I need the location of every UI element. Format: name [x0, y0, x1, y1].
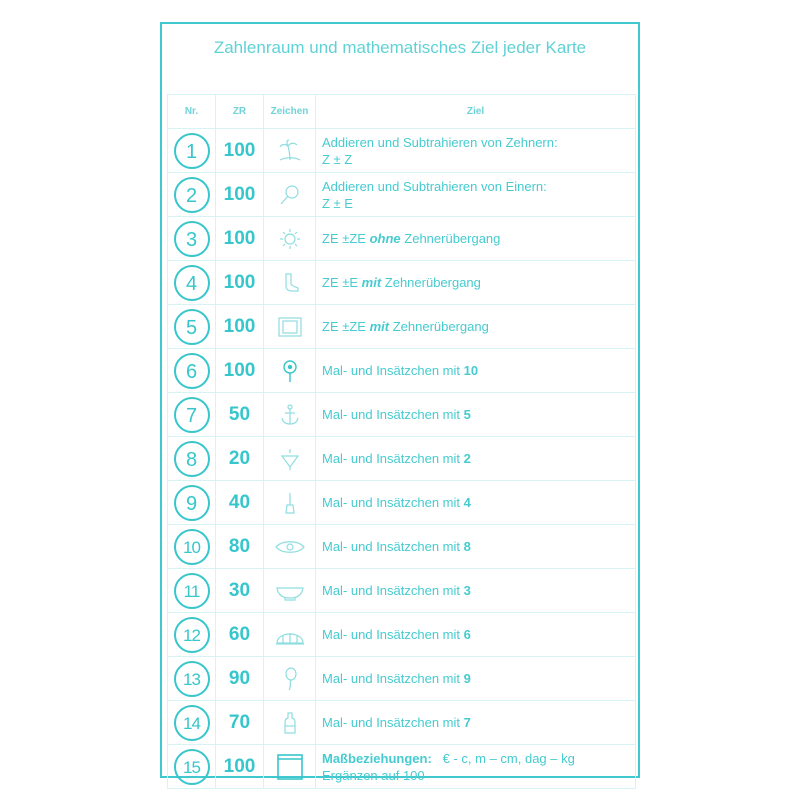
table-row — [168, 437, 636, 481]
goal-text: Mal- und Insätzchen mit — [322, 671, 464, 686]
goal-formula: Z ± E — [322, 195, 353, 211]
row-zr: 100 — [216, 129, 264, 173]
goal-formula: Z ± Z — [322, 151, 353, 167]
goal-multiplier: 3 — [463, 583, 471, 598]
goal-text: Mal- und Insätzchen mit — [322, 495, 464, 510]
goal-text: Mal- und Insätzchen mit — [322, 407, 464, 422]
row-number: 13 — [174, 661, 210, 697]
goal-table — [167, 94, 636, 789]
goal-text: Addieren und Subtrahieren von Zehnern: — [322, 134, 558, 150]
row-zr: 100 — [216, 349, 264, 393]
bowl-icon — [273, 578, 307, 604]
row-zr: 100 — [216, 745, 264, 789]
table-row — [168, 393, 636, 437]
row-number: 5 — [174, 309, 210, 345]
goal-multiplier: 8 — [463, 539, 471, 554]
sun-icon — [277, 226, 303, 252]
goal-text-rest: Zehnerübergang — [389, 319, 489, 334]
row-zr: 100 — [216, 217, 264, 261]
row-zr: 100 — [216, 261, 264, 305]
lollipop-icon — [277, 358, 303, 384]
spinning-top-icon — [277, 446, 303, 472]
table-row — [168, 129, 636, 173]
goal-multiplier: 7 — [463, 715, 471, 730]
anchor-icon — [277, 402, 303, 428]
goal-text-second: Ergänzen auf 100 — [322, 767, 425, 783]
row-zr: 30 — [216, 569, 264, 613]
table-row — [168, 261, 636, 305]
goal-text: Mal- und Insätzchen mit — [322, 627, 464, 642]
header-zeichen: Zeichen — [264, 95, 316, 129]
palm-island-icon — [277, 138, 303, 164]
table-row — [168, 305, 636, 349]
goal-text: Mal- und Insätzchen mit — [322, 363, 464, 378]
row-number: 3 — [174, 221, 210, 257]
row-zr: 60 — [216, 613, 264, 657]
goal-multiplier: 10 — [463, 363, 479, 378]
row-number: 11 — [174, 573, 210, 609]
balloon-icon — [277, 666, 303, 692]
header-row — [168, 95, 636, 129]
table-row — [168, 217, 636, 261]
row-number: 10 — [174, 529, 210, 565]
brush-icon — [277, 490, 303, 516]
row-number: 7 — [174, 397, 210, 433]
goal-multiplier: 4 — [463, 495, 471, 510]
table-row — [168, 525, 636, 569]
table-row — [168, 613, 636, 657]
goal-text: € - c, m – cm, dag – kg — [431, 750, 575, 766]
card-title: Zahlenraum und mathematisches Ziel jeder Karte — [213, 38, 587, 57]
table-row — [168, 745, 636, 789]
row-zr: 100 — [216, 305, 264, 349]
goal-text: ZE ±E — [322, 275, 362, 290]
header-zr: ZR — [216, 95, 264, 129]
goal-text: Addieren und Subtrahieren von Einern: — [322, 178, 547, 194]
row-number: 1 — [174, 133, 210, 169]
header-nr: Nr. — [168, 95, 216, 129]
goal-multiplier: 2 — [463, 451, 471, 466]
table-row — [168, 481, 636, 525]
boot-icon — [277, 270, 303, 296]
eye-icon — [273, 534, 307, 560]
row-zr: 70 — [216, 701, 264, 745]
square-icon — [275, 752, 305, 782]
row-number: 8 — [174, 441, 210, 477]
goal-text: ZE ±ZE — [322, 319, 370, 334]
goal-text: Mal- und Insätzchen mit — [322, 715, 464, 730]
row-number: 2 — [174, 177, 210, 213]
table-row — [168, 349, 636, 393]
row-zr: 80 — [216, 525, 264, 569]
goal-text: Mal- und Insätzchen mit — [322, 583, 464, 598]
row-zr: 90 — [216, 657, 264, 701]
info-card — [160, 22, 640, 783]
row-zr: 50 — [216, 393, 264, 437]
table-row — [168, 569, 636, 613]
goal-multiplier: 9 — [463, 671, 471, 686]
row-number: 14 — [174, 705, 210, 741]
row-number: 12 — [174, 617, 210, 653]
table-row — [168, 701, 636, 745]
row-number: 15 — [174, 749, 210, 785]
goal-text-rest: Zehnerübergang — [400, 231, 501, 246]
goal-emphasis: mit — [361, 275, 382, 290]
row-number: 4 — [174, 265, 210, 301]
goal-heading: Maßbeziehungen: — [322, 750, 432, 766]
magnifier-icon — [277, 182, 303, 208]
table-row — [168, 657, 636, 701]
goal-multiplier: 5 — [463, 407, 471, 422]
goal-text: Mal- und Insätzchen mit — [322, 451, 464, 466]
row-number: 9 — [174, 485, 210, 521]
goal-emphasis: ohne — [369, 231, 401, 246]
goal-emphasis: mit — [369, 319, 390, 334]
bottle-icon — [277, 710, 303, 736]
table-row — [168, 173, 636, 217]
row-number: 6 — [174, 353, 210, 389]
goal-text-rest: Zehnerübergang — [381, 275, 481, 290]
goal-text: ZE ±ZE — [322, 231, 370, 246]
row-zr: 20 — [216, 437, 264, 481]
goal-text: Mal- und Insätzchen mit — [322, 539, 464, 554]
frame-icon — [275, 314, 305, 340]
goal-multiplier: 6 — [463, 627, 471, 642]
row-zr: 40 — [216, 481, 264, 525]
row-zr: 100 — [216, 173, 264, 217]
dome-icon — [273, 622, 307, 648]
header-ziel: Ziel — [316, 95, 636, 129]
